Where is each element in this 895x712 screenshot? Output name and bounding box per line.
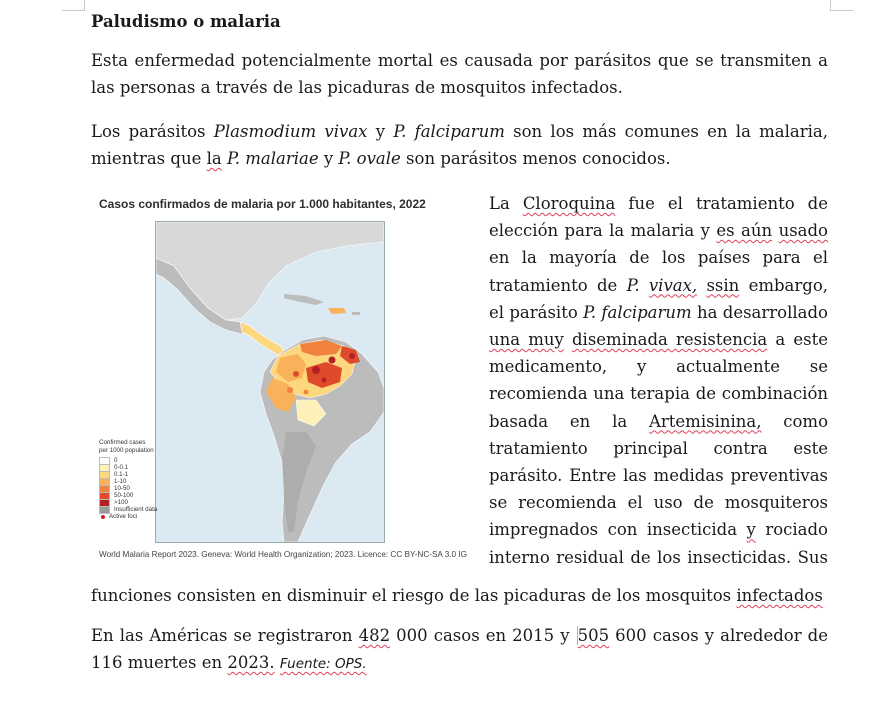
spelling-flag: ssin — [706, 275, 740, 295]
spelling-flag: 505 — [577, 626, 610, 645]
spelling-flag: Artemisinina, — [648, 411, 762, 431]
map-legend — [99, 439, 157, 520]
spelling-flag: una muy — [489, 330, 564, 350]
spelling-flag: usado — [778, 221, 828, 241]
source-note: Fuente: OPS. — [279, 656, 367, 672]
legend-item: 1-10 — [99, 478, 157, 485]
paragraph-intro[interactable]: Esta enfermedad potencialmente mortal es causada por parásitos que se transmiten a las personas a través de las picaduras de mosquitos infectados. — [91, 51, 828, 97]
paragraph-parasites[interactable]: Los parásitos Plasmodium vivax y P. falciparum son los más comunes en la malaria, mientras que la P. malariae y P. ovale son parásitos menos conocidos. — [91, 122, 829, 168]
document-page[interactable] — [91, 8, 828, 678]
malaria-map-figure[interactable] — [91, 190, 479, 570]
legend-item-active-foci: Active foci — [99, 513, 157, 520]
spelling-flag: vivax, — [648, 275, 698, 295]
figure-with-text — [91, 190, 828, 570]
spelling-flag: diseminada resistencia — [571, 330, 768, 350]
americas-map-svg — [156, 222, 384, 542]
paragraph-statistics[interactable]: En las Américas se registraron 482 000 casos en 2015 y 505 600 casos y alrededor de 116 muertes en 2023. Fuente: OPS. — [91, 626, 828, 672]
spelling-flag: Cloroquina — [522, 194, 616, 213]
page-corner-mark-right — [830, 0, 853, 11]
side-text-column[interactable] — [489, 190, 828, 571]
paragraph-treatment[interactable]: La Cloroquina fue el tratamiento de elección para la malaria y es aún usado en la mayoría de los países para el tratamiento de P. vivax, ssin embargo, el parásito P. falciparum ha desarrollado una muy diseminada resistencia a este medicamento, y actualmente se recomienda una terapia de combinación basada en la Artemisinina, como tratamiento principal contra este parásito. Entre las medidas preventivas se recomienda el uso de mosquiteros impregnados con insecticida y rociado interno residual de los insecticidas. Sus — [489, 194, 829, 567]
active-foci-dot-icon — [101, 515, 105, 519]
legend-item: 50-100 — [99, 492, 157, 499]
spelling-flag: es aún — [716, 221, 773, 241]
legend-item: 10-50 — [99, 485, 157, 492]
spelling-flag: 482 — [358, 626, 391, 645]
legend-item: >100 — [99, 499, 157, 506]
page-corner-mark-left — [62, 0, 85, 11]
legend-item: 0-0.1 — [99, 464, 157, 471]
legend-title: Confirmed cases per 1000 population — [99, 439, 154, 454]
spelling-flag: y — [746, 520, 756, 540]
americas-map — [155, 221, 385, 543]
spelling-flag: 2023. — [227, 653, 275, 672]
document-heading[interactable]: Paludismo o malaria — [91, 12, 281, 31]
legend-item: 0.1-1 — [99, 471, 157, 478]
spelling-flag: infectados — [736, 586, 823, 605]
paragraph-functions[interactable]: funciones consisten en disminuir el riesgo de las picaduras de los mosquitos infectados — [91, 586, 823, 605]
legend-item: 0 — [99, 457, 157, 464]
figure-title: Casos confirmados de malaria por 1.000 habitantes, 2022 — [99, 197, 426, 211]
spelling-flag: la — [206, 149, 222, 168]
figure-caption: World Malaria Report 2023. Geneva: World Health Organization; 2023. Licence: CC BY-NC-SA 3.0 IG — [99, 550, 468, 559]
legend-item: Insufficient data — [99, 506, 157, 513]
